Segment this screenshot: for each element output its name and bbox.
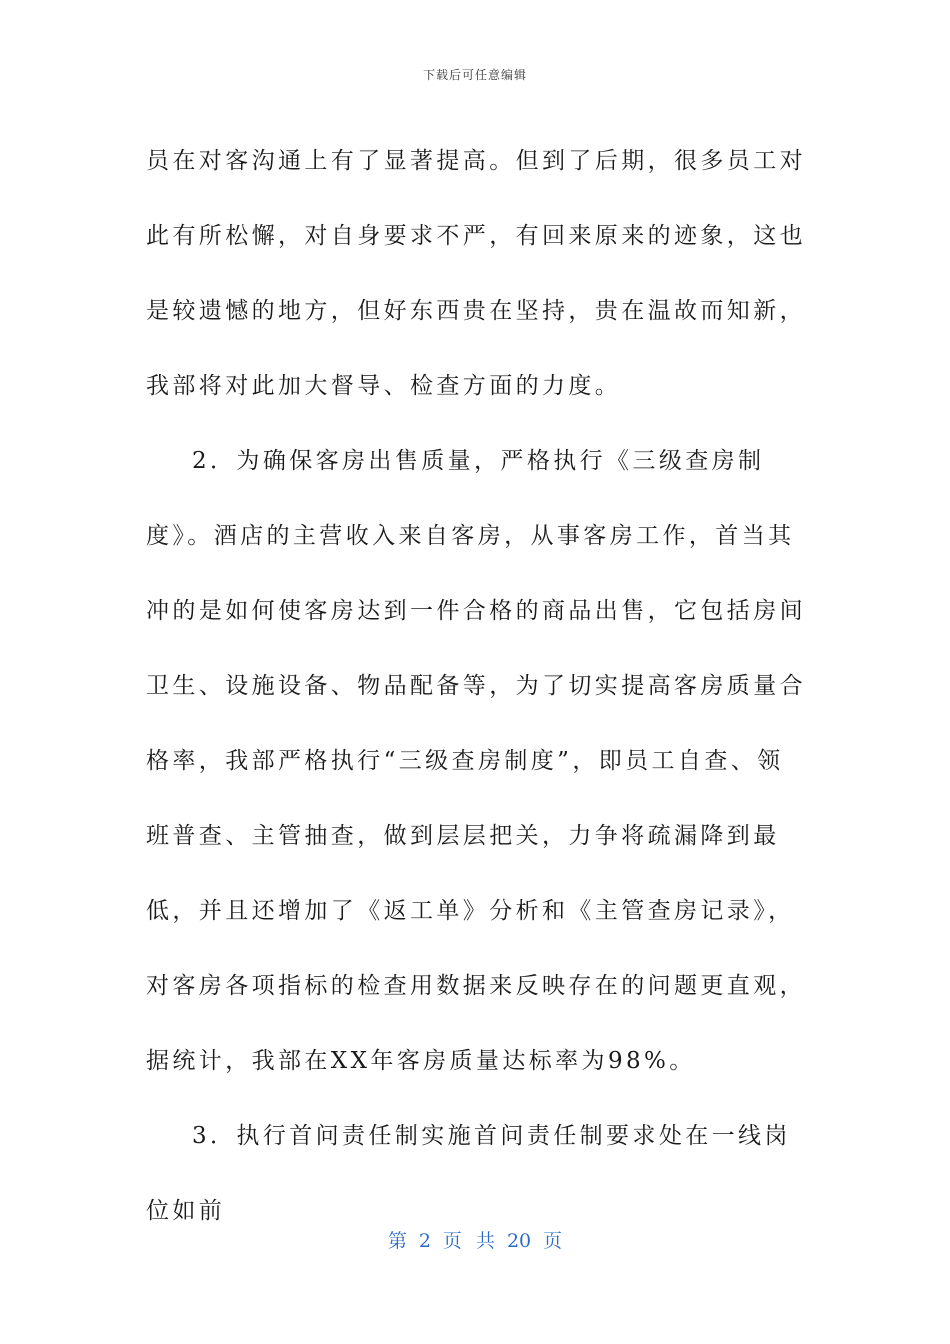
paragraph: 2．为确保客房出售质量，严格执行《三级查房制度》。酒店的主营收入来自客房，从事客房工作，首当其冲的是如何使客房达到一件合格的商品出售，它包括房间卫生、设施设备、物品配备等，为了切实提高客房质量合格率，我部严格执行“三级查房制度”，即员工自查、领班普查、主管抽查，做到层层把关，力争将疏漏降到最低，并且还增加了《返工单》分析和《主管查房记录》，对客房各项指标的检查用数据来反映存在的问题更直观，据统计，我部在XX年客房质量达标率为98%。 — [146, 448, 806, 1074]
page-label-mid: 页 共 — [442, 1230, 495, 1252]
document-body — [146, 124, 806, 1249]
page-footer — [0, 1226, 950, 1253]
total-pages-number: 20 — [506, 1230, 532, 1252]
paragraph: 3．执行首问责任制实施首问责任制要求处在一线岗位如前 — [146, 1123, 791, 1224]
header-note: 下载后可任意编辑 — [422, 68, 527, 82]
current-page-number: 2 — [418, 1230, 431, 1252]
page-label-prefix: 第 — [387, 1230, 407, 1252]
paragraph: 员在对客沟通上有了显著提高。但到了后期，很多员工对此有所松懈，对自身要求不严，有回来原来的迹象，这也是较遗憾的地方，但好东西贵在坚持，贵在温故而知新，我部将对此加大督导、检查方面的力度。 — [146, 148, 806, 399]
page-label-suffix: 页 — [543, 1230, 563, 1252]
